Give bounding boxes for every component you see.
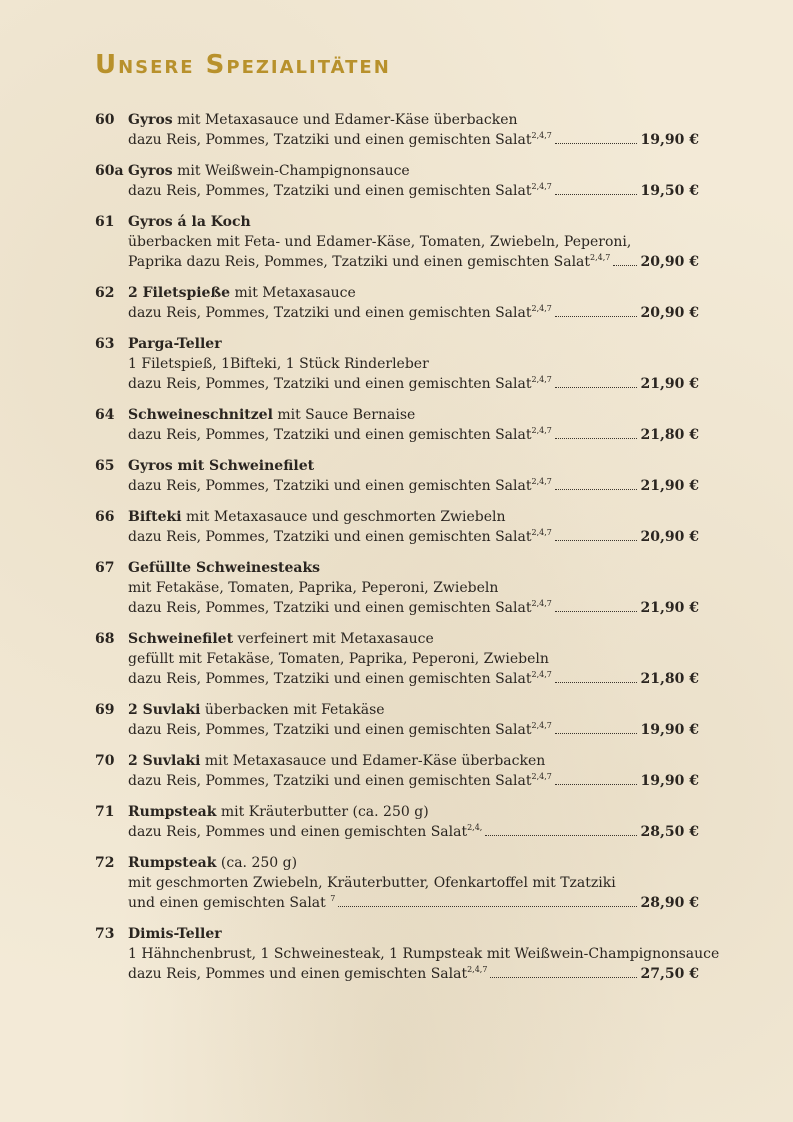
item-sides xyxy=(128,964,487,984)
dotted-leader xyxy=(555,193,637,195)
item-number: 60 xyxy=(95,112,115,128)
dotted-leader xyxy=(555,610,637,612)
item-sides-text: dazu Reis, Pommes, Tzatziki und einen gemischten Salat xyxy=(128,671,532,687)
allergen-codes: 2,4,7 xyxy=(590,253,611,262)
item-sides xyxy=(128,822,482,842)
menu-item xyxy=(95,507,699,547)
menu-item xyxy=(95,751,699,791)
item-sides xyxy=(128,476,552,496)
item-sides xyxy=(128,130,552,150)
menu-item xyxy=(95,283,699,323)
item-name: 2 Suvlaki xyxy=(128,702,201,718)
item-body xyxy=(128,161,699,201)
item-number: 73 xyxy=(95,926,115,942)
item-side-line xyxy=(128,130,699,150)
item-price: 27,50 € xyxy=(640,966,699,982)
item-heading xyxy=(128,283,699,303)
allergen-codes: 2,4,7 xyxy=(531,599,552,608)
allergen-codes: 2,4,7 xyxy=(531,721,552,730)
item-body xyxy=(128,629,699,689)
allergen-codes: 7 xyxy=(330,894,336,903)
item-sides-text: dazu Reis, Pommes, Tzatziki und einen gemischten Salat xyxy=(128,132,532,148)
menu-item xyxy=(95,924,720,984)
item-detail: überbacken mit Feta- und Edamer-Käse, Tomaten, Zwiebeln, Peperoni, xyxy=(128,234,632,250)
item-description: überbacken mit Fetakäse xyxy=(200,702,385,718)
allergen-codes: 2,4,7 xyxy=(531,670,552,679)
allergen-codes: 2,4,7 xyxy=(531,477,552,486)
item-number: 72 xyxy=(95,855,115,871)
allergen-codes: 2,4,7 xyxy=(531,182,552,191)
menu-item xyxy=(95,334,699,394)
item-sides xyxy=(128,303,552,323)
item-description: mit Metaxasauce und geschmorten Zwiebeln xyxy=(181,509,506,525)
item-price: 21,80 € xyxy=(640,671,699,687)
allergen-codes: 2,4,7 xyxy=(531,375,552,384)
item-detail: 1 Filetspieß, 1Bifteki, 1 Stück Rinderleber xyxy=(128,356,429,372)
menu-item xyxy=(95,853,699,913)
item-description: verfeinert mit Metaxasauce xyxy=(233,631,434,647)
item-sides xyxy=(128,181,552,201)
item-body xyxy=(128,924,720,984)
item-price: 19,90 € xyxy=(640,132,699,148)
item-side-line xyxy=(128,374,699,394)
dotted-leader xyxy=(613,264,636,266)
item-heading xyxy=(128,629,699,649)
dotted-leader xyxy=(555,142,637,144)
item-number: 64 xyxy=(95,407,115,423)
item-sides xyxy=(128,893,335,913)
item-body xyxy=(128,283,699,323)
item-detail: gefüllt mit Fetakäse, Tomaten, Paprika, Peperoni, Zwiebeln xyxy=(128,651,549,667)
item-body xyxy=(128,853,699,913)
dotted-leader xyxy=(555,315,637,317)
item-price: 21,90 € xyxy=(640,600,699,616)
page-title: Unsere Spezialitäten xyxy=(95,50,391,80)
item-description: mit Sauce Bernaise xyxy=(272,407,416,423)
item-body xyxy=(128,507,699,547)
item-heading xyxy=(128,700,699,720)
item-name: Gefüllte Schweinesteaks xyxy=(128,560,321,576)
dotted-leader xyxy=(485,834,636,836)
item-body xyxy=(128,334,699,394)
item-number: 63 xyxy=(95,336,115,352)
item-sides-text: dazu Reis, Pommes, Tzatziki und einen gemischten Salat xyxy=(128,478,532,494)
item-price: 19,90 € xyxy=(640,773,699,789)
item-name: Rumpsteak xyxy=(128,855,217,871)
item-name: Rumpsteak xyxy=(128,804,217,820)
item-name: Parga-Teller xyxy=(128,336,222,352)
item-number: 66 xyxy=(95,509,115,525)
allergen-codes: 2,4,7 xyxy=(467,965,488,974)
item-name: Schweinefilet xyxy=(128,631,234,647)
item-heading xyxy=(128,507,699,527)
menu-list xyxy=(95,110,720,995)
item-name: Dimis-Teller xyxy=(128,926,222,942)
item-price: 28,50 € xyxy=(640,824,699,840)
item-side-line xyxy=(128,527,699,547)
dotted-leader xyxy=(555,386,637,388)
item-body xyxy=(128,110,699,150)
item-body xyxy=(128,751,699,791)
item-sides-text: dazu Reis, Pommes, Tzatziki und einen gemischten Salat xyxy=(128,376,532,392)
item-body xyxy=(128,558,699,618)
dotted-leader xyxy=(490,976,636,978)
menu-item xyxy=(95,212,699,272)
item-sides xyxy=(128,598,552,618)
item-sides-text: dazu Reis, Pommes und einen gemischten Salat xyxy=(128,966,468,982)
dotted-leader xyxy=(555,437,637,439)
item-sides-text: dazu Reis, Pommes und einen gemischten Salat xyxy=(128,824,468,840)
item-name: Gyros xyxy=(128,163,173,179)
item-heading xyxy=(128,802,699,822)
dotted-leader xyxy=(555,783,637,785)
item-number: 68 xyxy=(95,631,115,647)
item-name: 2 Filetspieße xyxy=(128,285,231,301)
item-number: 71 xyxy=(95,804,115,820)
item-sides-text: dazu Reis, Pommes, Tzatziki und einen gemischten Salat xyxy=(128,183,532,199)
item-side-line xyxy=(128,303,699,323)
menu-item xyxy=(95,110,699,150)
allergen-codes: 2,4,7 xyxy=(531,528,552,537)
item-detail: mit Fetakäse, Tomaten, Paprika, Peperoni, Zwiebeln xyxy=(128,580,499,596)
item-name: Schweineschnitzel xyxy=(128,407,273,423)
item-number: 65 xyxy=(95,458,115,474)
menu-item xyxy=(95,802,699,842)
item-heading xyxy=(128,334,699,354)
allergen-codes: 2,4, xyxy=(467,823,483,832)
item-side-line xyxy=(128,669,699,689)
item-sides xyxy=(128,771,552,791)
item-sides-text: dazu Reis, Pommes, Tzatziki und einen gemischten Salat xyxy=(128,305,532,321)
item-side-line xyxy=(128,181,699,201)
item-price: 20,90 € xyxy=(640,254,699,270)
item-description: mit Metaxasauce xyxy=(230,285,356,301)
menu-item xyxy=(95,161,699,201)
item-sides-text: dazu Reis, Pommes, Tzatziki und einen gemischten Salat xyxy=(128,427,532,443)
item-name: 2 Suvlaki xyxy=(128,753,201,769)
item-price: 28,90 € xyxy=(640,895,699,911)
item-description: mit Metaxasauce und Edamer-Käse überbacken xyxy=(200,753,546,769)
item-detail: 1 Hähnchenbrust, 1 Schweinesteak, 1 Rumpsteak mit Weißwein-Champignonsauce xyxy=(128,946,720,962)
item-side-line xyxy=(128,252,699,272)
item-body xyxy=(128,212,699,272)
item-number: 70 xyxy=(95,753,115,769)
item-side-line xyxy=(128,893,699,913)
item-name: Gyros mit Schweinefilet xyxy=(128,458,315,474)
item-detail: mit geschmorten Zwiebeln, Kräuterbutter, Ofenkartoffel mit Tzatziki xyxy=(128,875,616,891)
item-price: 19,90 € xyxy=(640,722,699,738)
item-description: mit Weißwein-Champignonsauce xyxy=(172,163,410,179)
item-sides xyxy=(128,374,552,394)
dotted-leader xyxy=(555,681,637,683)
item-sides xyxy=(128,669,552,689)
menu-item xyxy=(95,700,699,740)
item-sides-text: und einen gemischten Salat xyxy=(128,895,331,911)
allergen-codes: 2,4,7 xyxy=(531,304,552,313)
dotted-leader xyxy=(555,732,637,734)
item-sides xyxy=(128,527,552,547)
item-side-line xyxy=(128,720,699,740)
item-price: 21,80 € xyxy=(640,427,699,443)
menu-item xyxy=(95,629,699,689)
item-sides xyxy=(128,720,552,740)
allergen-codes: 2,4,7 xyxy=(531,131,552,140)
item-side-line xyxy=(128,822,699,842)
dotted-leader xyxy=(555,488,637,490)
item-body xyxy=(128,802,699,842)
item-description: mit Kräuterbutter (ca. 250 g) xyxy=(216,804,429,820)
item-heading xyxy=(128,924,699,944)
item-heading xyxy=(128,751,699,771)
item-price: 21,90 € xyxy=(640,376,699,392)
item-description: (ca. 250 g) xyxy=(216,855,298,871)
menu-item xyxy=(95,405,699,445)
item-name: Bifteki xyxy=(128,509,182,525)
item-side-line xyxy=(128,476,699,496)
item-price: 21,90 € xyxy=(640,478,699,494)
item-name: Gyros xyxy=(128,112,173,128)
item-side-line xyxy=(128,771,699,791)
item-description: mit Metaxasauce und Edamer-Käse überbacken xyxy=(172,112,518,128)
item-heading xyxy=(128,161,699,181)
allergen-codes: 2,4,7 xyxy=(531,426,552,435)
item-body xyxy=(128,700,699,740)
menu-item xyxy=(95,558,699,618)
item-sides-text: dazu Reis, Pommes, Tzatziki und einen gemischten Salat xyxy=(128,773,532,789)
item-side-line xyxy=(128,598,699,618)
item-sides-text: Paprika dazu Reis, Pommes, Tzatziki und einen gemischten Salat xyxy=(128,254,591,270)
item-price: 19,50 € xyxy=(640,183,699,199)
item-sides xyxy=(128,425,552,445)
dotted-leader xyxy=(555,539,637,541)
item-price: 20,90 € xyxy=(640,305,699,321)
item-number: 62 xyxy=(95,285,115,301)
item-number: 67 xyxy=(95,560,115,576)
item-heading xyxy=(128,212,699,232)
item-price: 20,90 € xyxy=(640,529,699,545)
item-sides-text: dazu Reis, Pommes, Tzatziki und einen gemischten Salat xyxy=(128,600,532,616)
item-name: Gyros á la Koch xyxy=(128,214,251,230)
item-sides-text: dazu Reis, Pommes, Tzatziki und einen gemischten Salat xyxy=(128,722,532,738)
item-side-line xyxy=(128,964,699,984)
item-number: 60a xyxy=(95,163,124,179)
item-heading xyxy=(128,558,699,578)
dotted-leader xyxy=(338,905,636,907)
item-sides-text: dazu Reis, Pommes, Tzatziki und einen gemischten Salat xyxy=(128,529,532,545)
item-number: 69 xyxy=(95,702,115,718)
item-heading xyxy=(128,405,699,425)
item-side-line xyxy=(128,425,699,445)
allergen-codes: 2,4,7 xyxy=(531,772,552,781)
item-heading xyxy=(128,110,699,130)
item-heading xyxy=(128,853,699,873)
menu-item xyxy=(95,456,699,496)
item-heading xyxy=(128,456,699,476)
item-body xyxy=(128,405,699,445)
item-body xyxy=(128,456,699,496)
item-sides xyxy=(128,252,610,272)
item-number: 61 xyxy=(95,214,115,230)
